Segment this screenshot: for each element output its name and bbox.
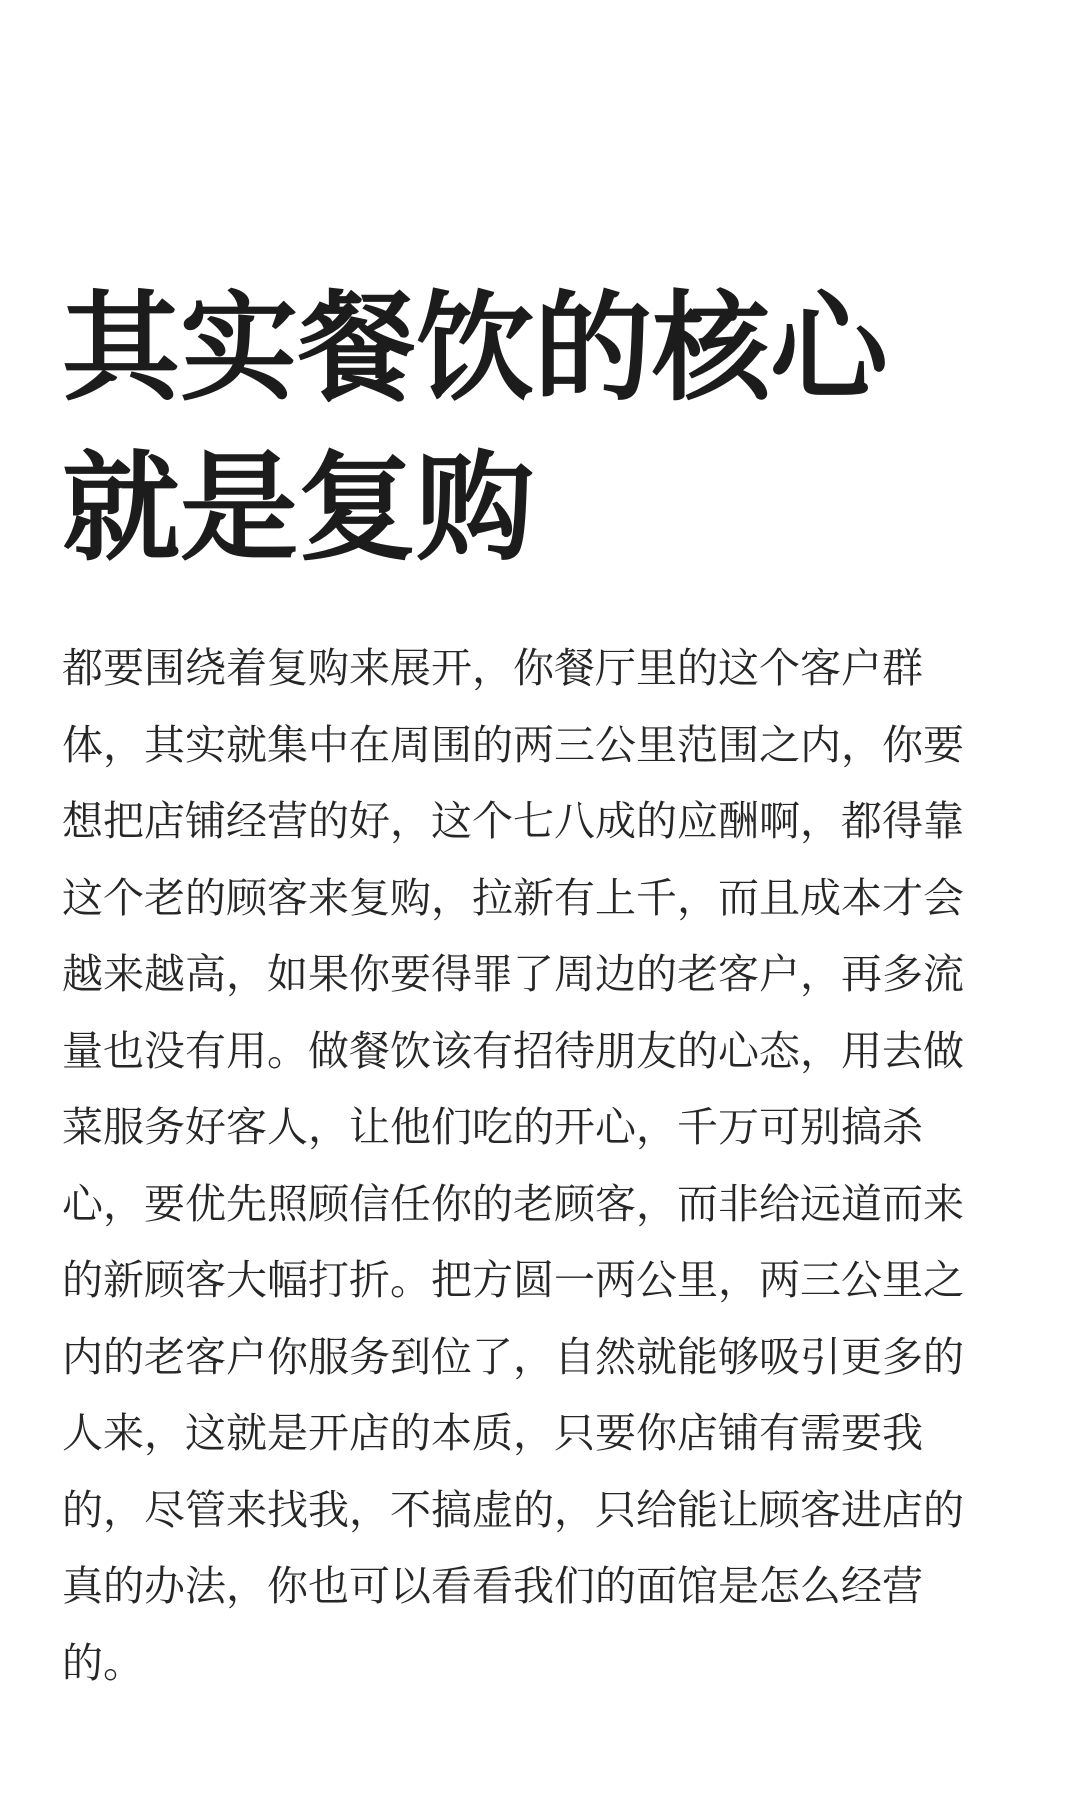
body-line: 都要围绕着复购来展开，你餐厅里的这个客户群 <box>62 644 923 692</box>
headline <box>62 268 1022 588</box>
body-line: 菜服务好客人，让他们吃的开心，千万可别搞杀 <box>62 1103 923 1151</box>
headline-line-2: 就是复购 <box>62 438 535 577</box>
body-line: 这个老的顾客来复购，拉新有上千，而且成本才会 <box>62 873 964 922</box>
body-line: 人来，这就是开店的本质，只要你店铺有需要我 <box>62 1409 923 1457</box>
body-line: 内的老客户你服务到位了，自然就能够吸引更多的 <box>62 1332 964 1381</box>
body-line: 体，其实就集中在周围的两三公里范围之内，你要 <box>62 720 964 769</box>
body-line: 的。 <box>62 1638 144 1687</box>
body-paragraph <box>62 630 1032 1701</box>
headline-line-1: 其实餐饮的核心 <box>62 278 889 417</box>
body-line: 想把店铺经营的好，这个七八成的应酬啊，都得靠 <box>62 797 964 845</box>
body-line: 心，要优先照顾信任你的老顾客，而非给远道而来 <box>62 1179 964 1228</box>
body-line: 量也没有用。做餐饮该有招待朋友的心态，用去做 <box>62 1026 964 1075</box>
body-line: 的新顾客大幅打折。把方圆一两公里，两三公里之 <box>62 1256 964 1304</box>
body-line: 的，尽管来找我，不搞虚的，只给能让顾客进店的 <box>62 1485 964 1534</box>
body-line: 真的办法，你也可以看看我们的面馆是怎么经营 <box>62 1562 923 1610</box>
body-line: 越来越高，如果你要得罪了周边的老客户，再多流 <box>62 950 964 998</box>
